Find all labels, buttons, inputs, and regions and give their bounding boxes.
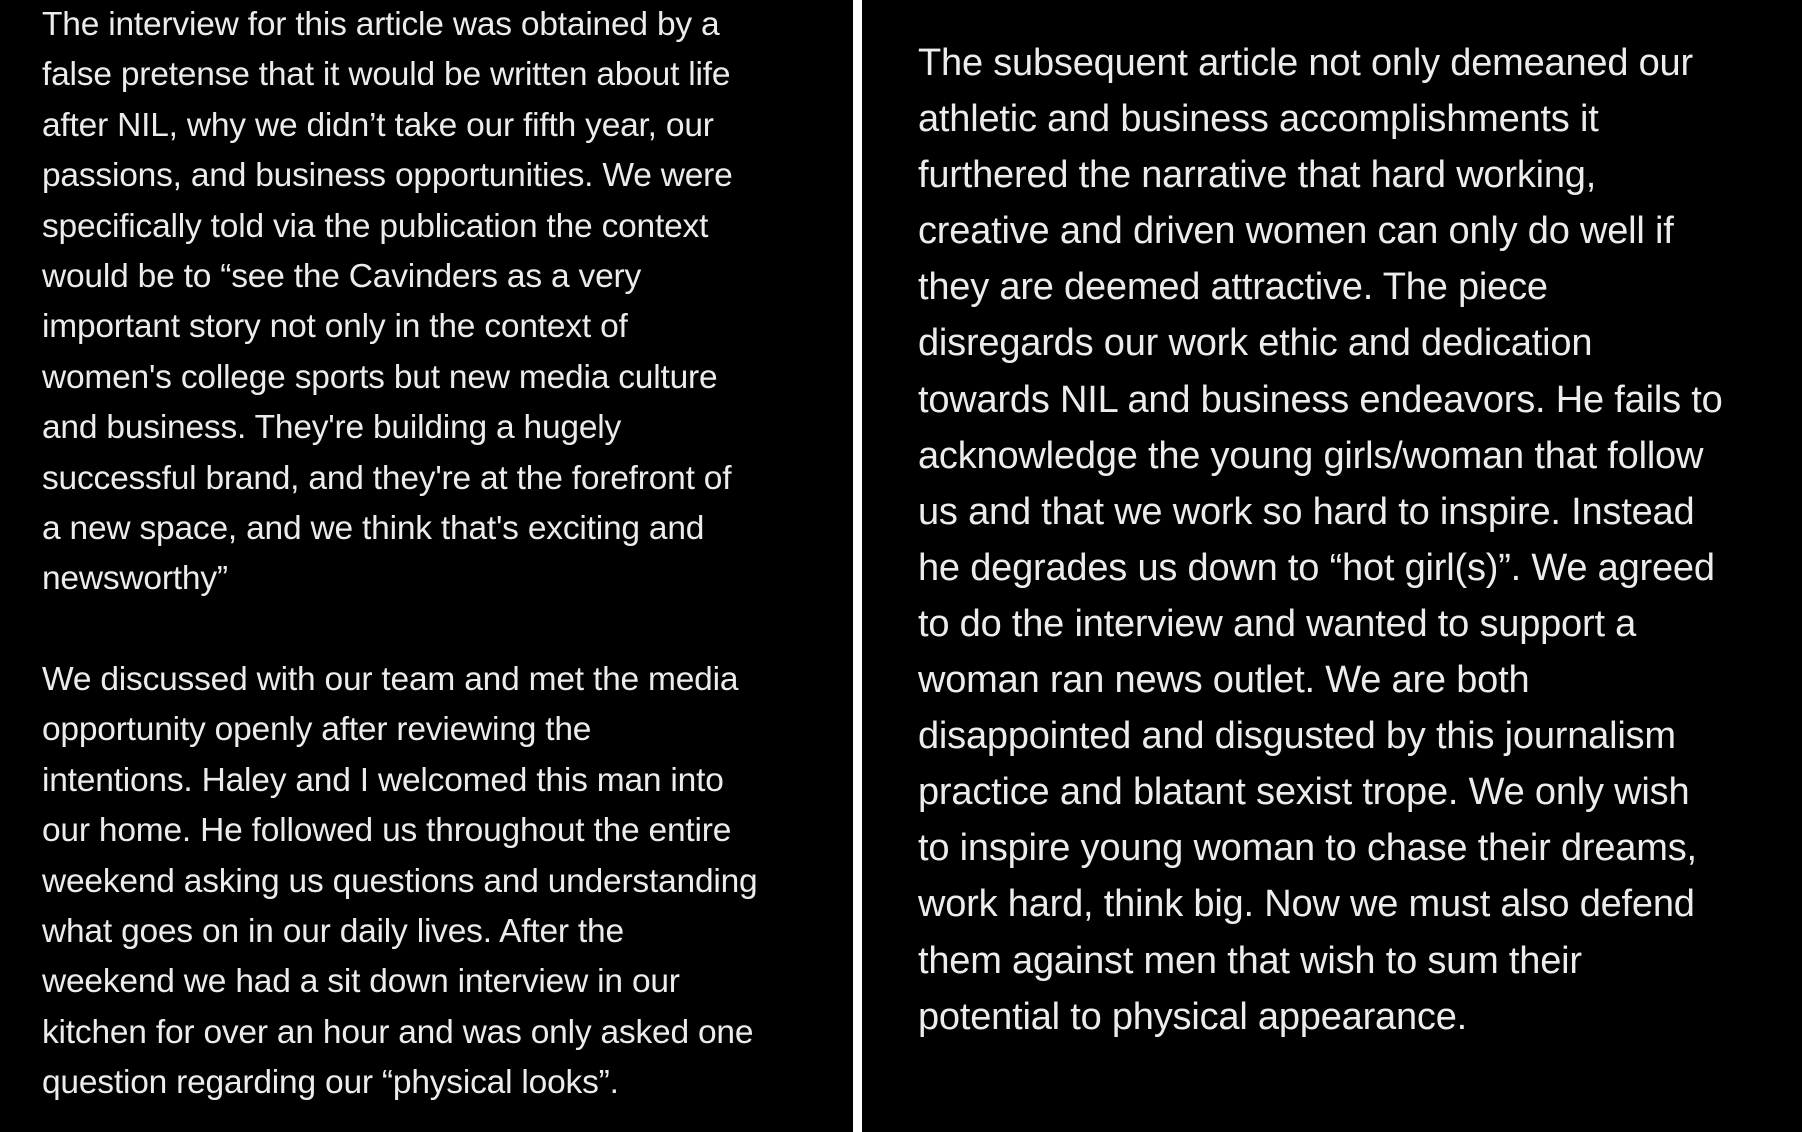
left-paragraph-2: We discussed with our team and met the media opportunity openly after reviewing the intentions. Haley and I welcomed this man into our home. He followed us throughout the entire weekend asking us questions and understanding what goes on in our daily lives. After the weekend we had a sit down interview in our kitchen for over an hour and was only asked one question regarding our “physical looks”.: [42, 660, 758, 1102]
right-statement-text: [918, 35, 1798, 1045]
left-screenshot-panel: [0, 0, 853, 1132]
left-paragraph-1: The interview for this article was obtained by a false pretense that it would be written about life after NIL, why we didn’t take our fifth year, our passions, and business opportunities. We were specifically told via the publication the context would be to “see the Cavinders as a very important story not only in the context of women's college sports but new media culture and business. They're building a hugely successful brand, and they're at the forefront of a new space, and we think that's exciting and newsworthy”: [42, 6, 733, 598]
left-statement-text: [42, 0, 832, 1109]
right-paragraph-1: The subsequent article not only demeaned our athletic and business accomplishments it furthered the narrative that hard working, creative and driven women can only do well if they are deemed attractive. The piece disregards our work ethic and dedication towards NIL and business endeavors. He fails to acknowledge the young girls/woman that follow us and that we work so hard to inspire. Instead he degrades us down to “hot girl(s)”. We agreed to do the interview and wanted to support a woman ran news outlet. We are both disappointed and disgusted by this journalism practice and blatant sexist trope. We only wish to inspire young woman to chase their dreams, work hard, think big. Now we must also defend them against men that wish to sum their potential to physical appearance.: [918, 42, 1723, 1038]
panel-divider: [853, 0, 862, 1132]
right-screenshot-panel: [862, 0, 1802, 1132]
